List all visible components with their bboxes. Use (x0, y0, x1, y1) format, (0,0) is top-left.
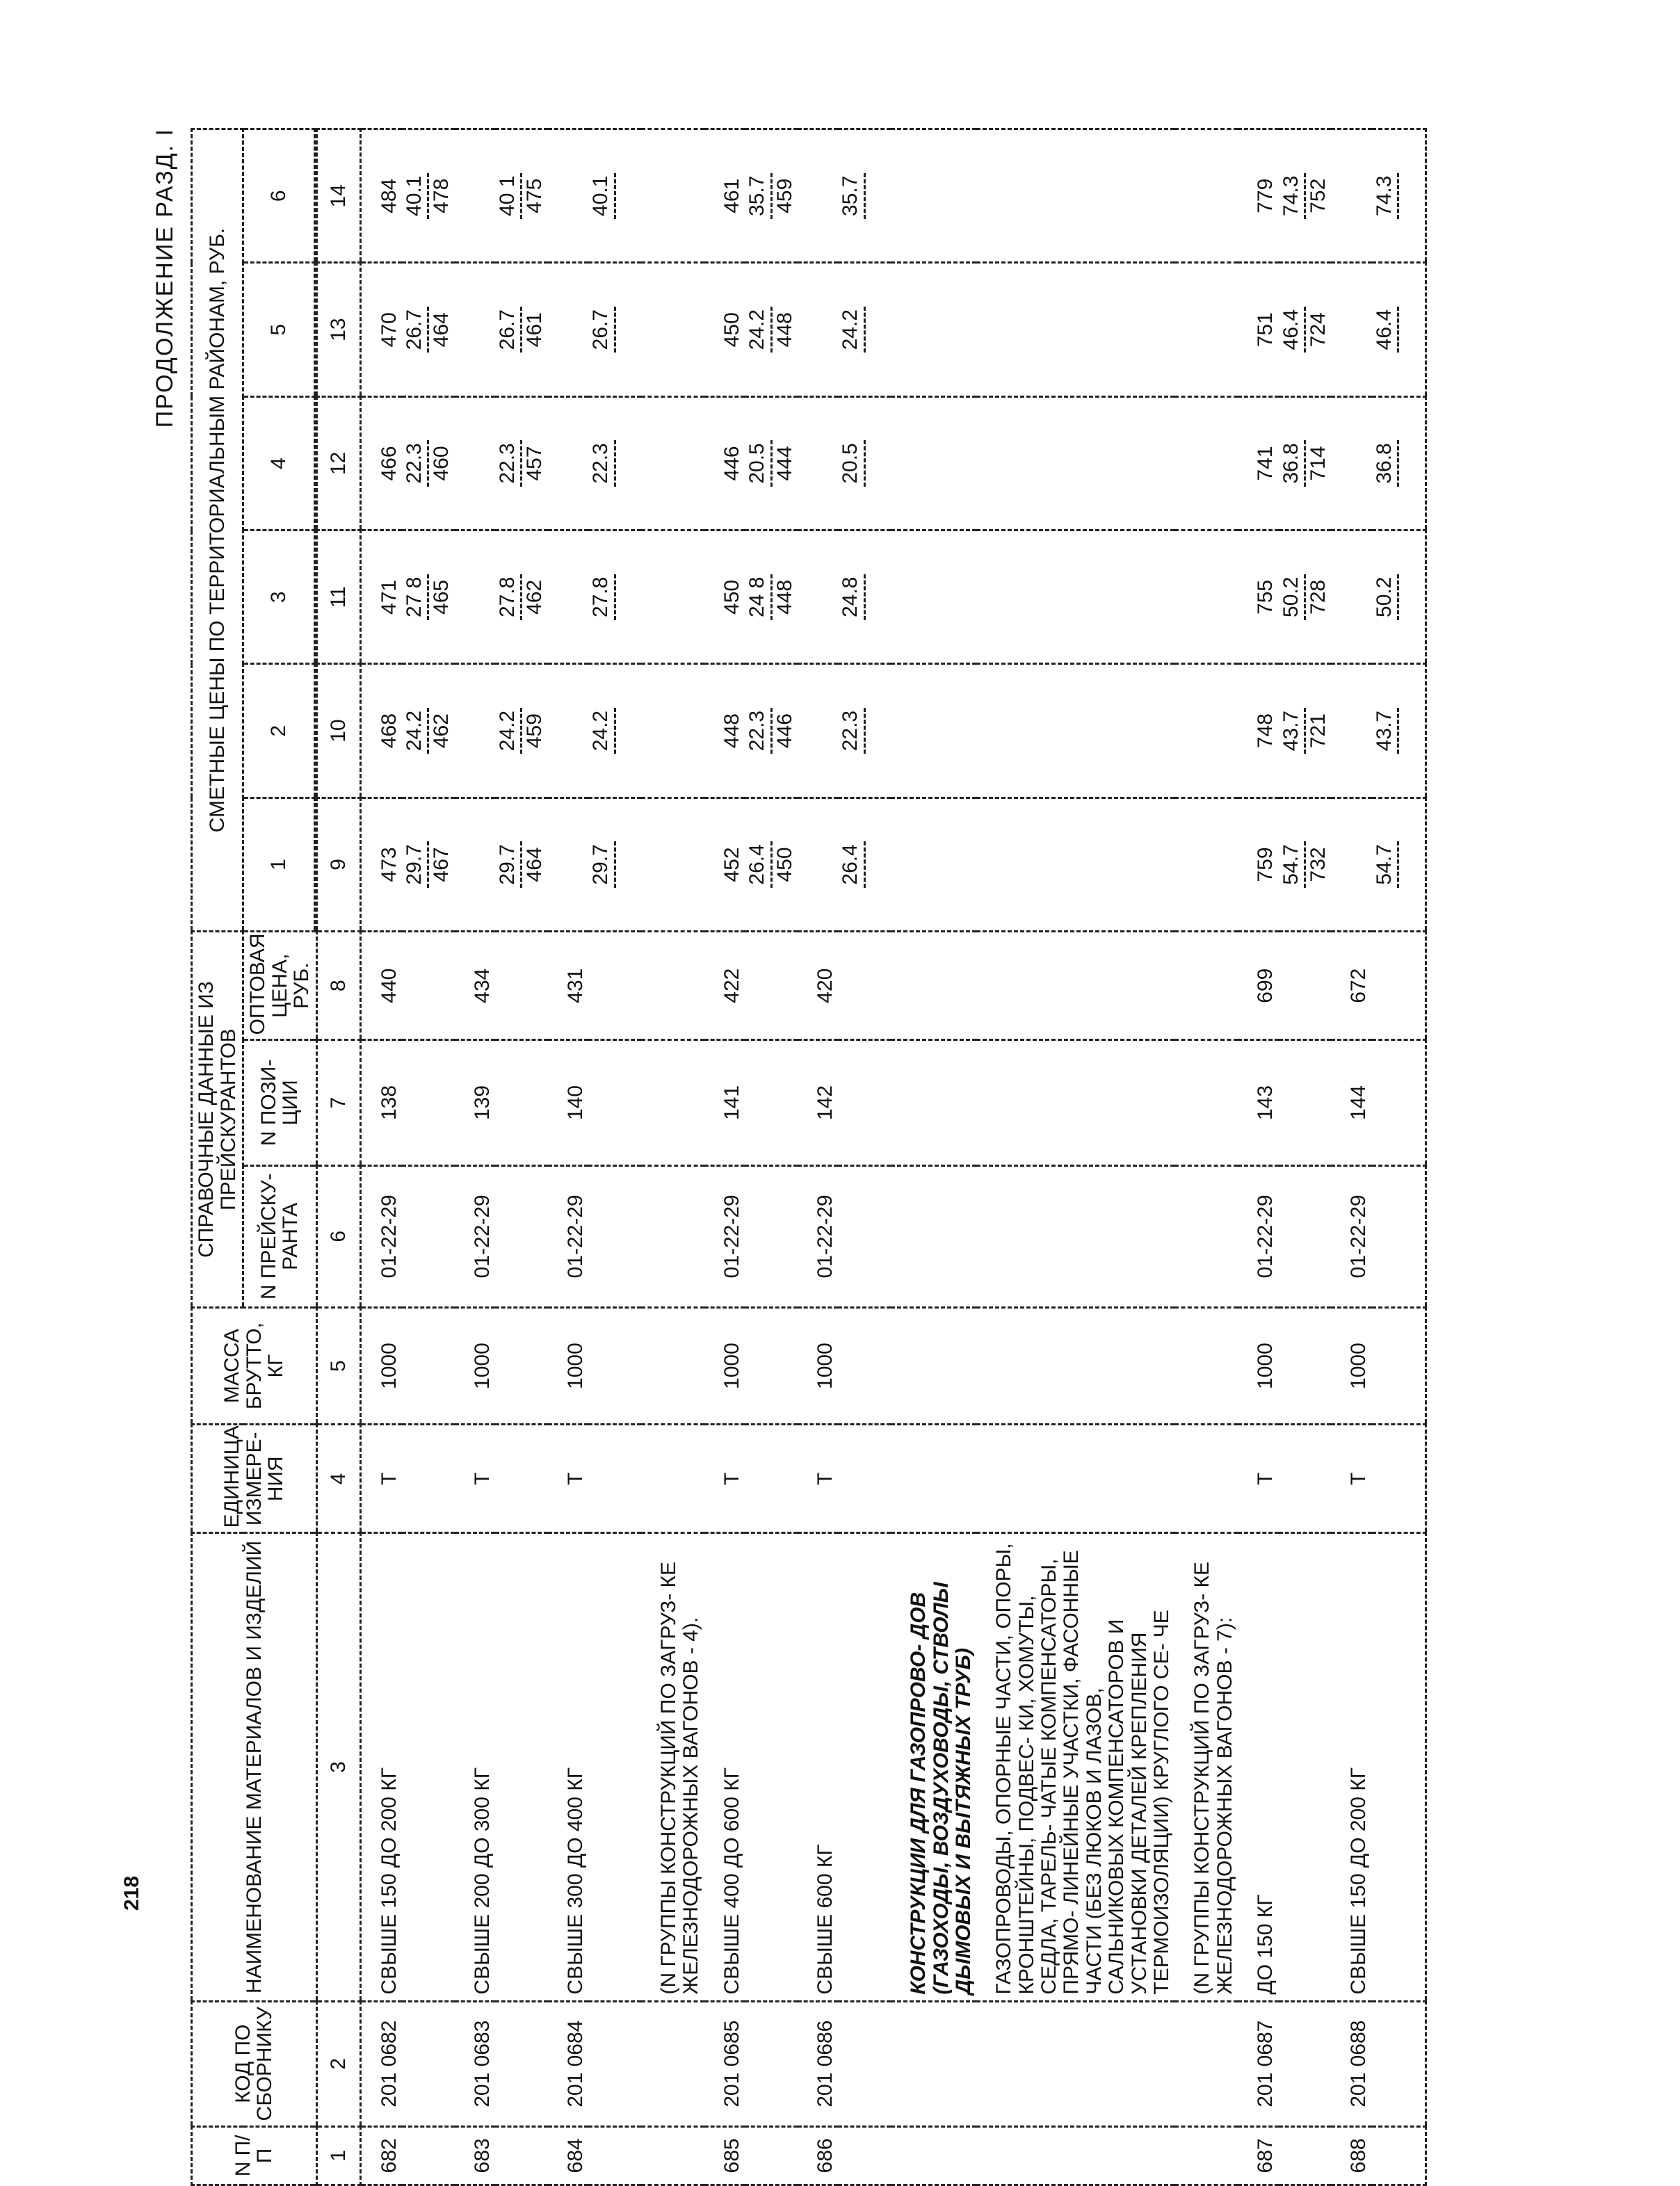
cell-price: 759 (1238, 798, 1278, 931)
page-number: 218 (120, 1875, 143, 1911)
price-table-sheet (152, 128, 1459, 2186)
fraction-top: 29.7 (496, 841, 522, 887)
column-number: 4 (316, 1425, 360, 1533)
fraction-bottom: 446 (773, 713, 796, 749)
cell-naim: СВЫШЕ 150 ДО 200 КГ (360, 1533, 402, 2001)
fraction-top: 74.3 (1280, 173, 1306, 219)
fraction-bottom (616, 708, 640, 754)
group-note: ГАЗОПРОВОДЫ, ОПОРНЫЕ ЧАСТИ, ОПОРЫ, КРОНШТЕЙНЫ, ПОДВЕС- КИ, ХОМУТЫ, СЕДЛА, ТАРЕЛЬ- ЧАТЫЕ КОМПЕНСАТОРЫ, ПРЯМО- ЛИНЕЙНЫЕ УЧАСТКИ, ФАСОННЫЕ ЧАСТИ (БЕЗ ЛЮКОВ И ЛАЗОВ, САЛЬНИКОВЫХ КОМПЕНСАТОРОВ И УСТАНОВКИ ДЕТАЛЕЙ КРЕПЛЕНИЯ ТЕРМОИЗОЛЯЦИИ) КРУГЛОГО СЕ- ЧЕ (976, 1533, 1174, 2001)
cell-n: 684 (548, 2126, 588, 2185)
cell-preisk: 01-22-29 (548, 1165, 588, 1307)
cell-massa: 1000 (360, 1307, 402, 1424)
price-fraction (1280, 307, 1330, 353)
price-fraction (403, 173, 453, 219)
fraction-top: 35.7 (839, 173, 865, 219)
fraction-top: 22.3 (746, 708, 772, 754)
fraction-top: 24.8 (839, 574, 865, 620)
header-rayon: 2 (243, 664, 315, 798)
price-fraction (1373, 708, 1423, 754)
column-number: 13 (316, 263, 360, 396)
table-header (192, 129, 361, 2185)
price-fraction-row (838, 129, 891, 2185)
cell-n: 685 (704, 2126, 745, 2185)
group-note: (N ГРУППЫ КОНСТРУКЦИЙ ПО ЗАГРУЗ- КЕ ЖЕЛЕЗНОДОРОЖНЫХ ВАГОНОВ - 7): (1174, 1533, 1238, 2001)
price-fraction (746, 173, 796, 219)
fraction-bottom (866, 440, 889, 486)
column-number: 9 (316, 798, 360, 931)
cell-ed: Т (1331, 1425, 1371, 1533)
price-fraction-row (1372, 129, 1425, 2185)
price-fraction (1280, 440, 1330, 486)
cell-ed: Т (360, 1425, 402, 1533)
cell-ed: Т (548, 1425, 588, 1533)
price-fraction (496, 173, 547, 219)
group-note: (N ГРУППЫ КОНСТРУКЦИЙ ПО ЗАГРУЗ- КЕ ЖЕЛЕЗНОДОРОЖНЫХ ВАГОНОВ - 4). (641, 1533, 704, 2001)
cell-massa: 1000 (1331, 1307, 1371, 1424)
fraction-bottom: 462 (430, 713, 453, 749)
fraction-top: 36.8 (1373, 440, 1399, 486)
header-preisk: N ПРЕЙСКУ- РАНТА (243, 1165, 317, 1307)
cell-poz: 141 (704, 1040, 745, 1165)
column-number: 14 (316, 129, 360, 264)
fraction-top: 35.7 (746, 173, 772, 219)
fraction-bottom: 478 (430, 178, 453, 213)
price-fraction (1280, 574, 1330, 620)
fraction-top: 22.3 (590, 440, 615, 486)
fraction-bottom (866, 708, 889, 754)
cell-naim: СВЫШЕ 300 ДО 400 КГ (548, 1533, 588, 2001)
fraction-top: 24.2 (746, 307, 772, 353)
fraction-top: 26.4 (839, 841, 865, 887)
cell-opt: 422 (704, 932, 745, 1040)
column-number: 12 (316, 396, 360, 530)
header-optovaya: ОПТОВАЯ ЦЕНА, РУБ. (243, 932, 317, 1040)
column-number: 8 (316, 932, 360, 1040)
price-fraction (496, 841, 547, 887)
cell-opt: 420 (798, 932, 838, 1040)
cell-preisk: 01-22-29 (798, 1165, 838, 1307)
column-number: 1 (316, 2126, 360, 2185)
fraction-bottom (1399, 574, 1423, 620)
price-fraction (746, 574, 796, 620)
cell-naim: ДО 150 КГ (1238, 1533, 1278, 2001)
fraction-top: 43.7 (1373, 708, 1399, 754)
fraction-top: 24.2 (839, 307, 865, 353)
fraction-bottom: 461 (523, 312, 547, 348)
fraction-bottom (616, 440, 640, 486)
price-fraction (839, 574, 889, 620)
cell-massa: 1000 (704, 1307, 745, 1424)
price-fraction (590, 841, 640, 887)
column-number: 6 (316, 1165, 360, 1307)
cell-naim: СВЫШЕ 400 ДО 600 КГ (704, 1533, 745, 2001)
cell-kod: 201 0685 (704, 2001, 745, 2126)
fraction-bottom (866, 307, 889, 353)
cell-price: 452 (704, 798, 745, 931)
price-fraction (839, 440, 889, 486)
cell-poz: 138 (360, 1040, 402, 1165)
cell-poz: 139 (455, 1040, 495, 1165)
cell-price: 755 (1238, 531, 1278, 664)
fraction-top: 46.4 (1280, 307, 1306, 353)
header-rayon: 6 (243, 129, 315, 264)
fraction-top: 46.4 (1373, 307, 1399, 353)
fraction-bottom: 465 (430, 579, 453, 615)
price-fraction (496, 708, 547, 754)
table-row (548, 129, 588, 2185)
header-naim: НАИМЕНОВАНИЕ МАТЕРИАЛОВ И ИЗДЕЛИЙ (192, 1533, 317, 2001)
cell-n: 686 (798, 2126, 838, 2185)
fraction-bottom (616, 841, 640, 887)
table-row (704, 129, 745, 2185)
fraction-bottom: 724 (1307, 312, 1330, 348)
fraction-bottom: 475 (523, 178, 547, 213)
fraction-bottom: 444 (773, 446, 796, 481)
price-fraction (746, 307, 796, 353)
price-fraction (403, 841, 453, 887)
cell-n: 688 (1331, 2126, 1371, 2185)
cell-massa: 1000 (798, 1307, 838, 1424)
cell-price: 461 (704, 129, 745, 264)
price-fraction (1373, 173, 1423, 219)
header-rayon: 1 (243, 798, 315, 931)
price-fraction (1280, 708, 1330, 754)
price-fraction (590, 173, 640, 219)
cell-n: 682 (360, 2126, 402, 2185)
cell-price: 450 (704, 531, 745, 664)
price-fraction (839, 841, 889, 887)
price-fraction (1373, 574, 1423, 620)
fraction-top: 29.7 (403, 841, 429, 887)
fraction-top: 54.7 (1373, 841, 1399, 887)
fraction-bottom (616, 173, 640, 219)
price-fraction (590, 708, 640, 754)
fraction-top: 24.2 (403, 708, 429, 754)
column-number: 5 (316, 1307, 360, 1424)
cell-kod: 201 0688 (1331, 2001, 1371, 2126)
cell-preisk: 01-22-29 (704, 1165, 745, 1307)
price-fraction (1373, 841, 1423, 887)
fraction-bottom (866, 173, 889, 219)
price-fraction (403, 708, 453, 754)
price-fraction (1373, 440, 1423, 486)
price-fraction-row (402, 129, 455, 2185)
price-fraction (1280, 841, 1330, 887)
fraction-bottom: 460 (430, 446, 453, 481)
fraction-bottom: 464 (523, 847, 547, 882)
section-title: КОНСТРУКЦИИ ДЛЯ ГАЗОПРОВО- ДОВ (ГАЗОХОДЫ, ВОЗДУХОВОДЫ, СТВОЛЫ ДЫМОВЫХ И ВЫТЯЖНЫХ ТРУБ) (891, 1533, 976, 2001)
cell-price: 470 (360, 263, 402, 396)
fraction-top: 43.7 (1280, 708, 1306, 754)
fraction-bottom (616, 574, 640, 620)
fraction-top: 50.2 (1280, 574, 1306, 620)
price-fraction (403, 574, 453, 620)
fraction-bottom (866, 841, 889, 887)
column-number: 11 (316, 531, 360, 664)
fraction-bottom: 732 (1307, 847, 1330, 882)
fraction-top: 27.8 (496, 574, 522, 620)
price-fraction-row (745, 129, 798, 2185)
column-number: 2 (316, 2001, 360, 2126)
price-fraction (590, 307, 640, 353)
note-row (1174, 129, 1238, 2185)
fraction-bottom (1399, 173, 1423, 219)
fraction-top: 20.5 (839, 440, 865, 486)
cell-massa: 1000 (548, 1307, 588, 1424)
fraction-bottom: 728 (1307, 579, 1330, 615)
fraction-bottom: 467 (430, 847, 453, 882)
price-fraction (746, 440, 796, 486)
header-n-pp: N П/П (192, 2126, 317, 2185)
header-rayon: 3 (243, 531, 315, 664)
header-smetnye: СМЕТНЫЕ ЦЕНЫ ПО ТЕРРИТОРИАЛЬНЫМ РАЙОНАМ, РУБ. (192, 129, 243, 932)
header-massa: МАССА БРУТТО, КГ (192, 1307, 317, 1424)
fraction-top: 26.4 (746, 841, 772, 887)
table-row (1238, 129, 1278, 2185)
fraction-top: 22.3 (496, 440, 522, 486)
fraction-bottom: 464 (430, 312, 453, 348)
cell-price: 748 (1238, 664, 1278, 798)
price-fraction (496, 574, 547, 620)
section-row (891, 129, 976, 2185)
fraction-top: 54.7 (1280, 841, 1306, 887)
cell-massa: 1000 (1238, 1307, 1278, 1424)
header-ed: ЕДИНИЦА ИЗМЕРЕ- НИЯ (192, 1425, 317, 1533)
table-row (455, 129, 495, 2185)
fraction-bottom: 721 (1307, 713, 1330, 749)
cell-massa: 1000 (455, 1307, 495, 1424)
fraction-top: 20.5 (746, 440, 772, 486)
fraction-bottom: 752 (1307, 178, 1330, 213)
column-number: 3 (316, 1533, 360, 2001)
price-fraction (839, 708, 889, 754)
price-fraction (746, 841, 796, 887)
cell-preisk: 01-22-29 (455, 1165, 495, 1307)
cell-ed: Т (455, 1425, 495, 1533)
fraction-bottom: 448 (773, 579, 796, 615)
header-rayon: 5 (243, 263, 315, 396)
cell-n: 683 (455, 2126, 495, 2185)
note-row (641, 129, 704, 2185)
cell-price: 779 (1238, 129, 1278, 264)
fraction-top: 24 8 (746, 574, 772, 620)
fraction-bottom: 448 (773, 312, 796, 348)
cell-price: 466 (360, 396, 402, 530)
fraction-top: 22.3 (403, 440, 429, 486)
note-row (976, 129, 1174, 2185)
table-row (1331, 129, 1371, 2185)
fraction-bottom: 459 (773, 178, 796, 213)
fraction-top: 24.2 (496, 708, 522, 754)
cell-preisk: 01-22-29 (1238, 1165, 1278, 1307)
price-fraction (1373, 307, 1423, 353)
cell-poz: 140 (548, 1040, 588, 1165)
cell-naim: СВЫШЕ 600 КГ (798, 1533, 838, 2001)
fraction-top: 40.1 (403, 173, 429, 219)
cell-price: 473 (360, 798, 402, 931)
cell-kod: 201 0682 (360, 2001, 402, 2126)
cell-n: 687 (1238, 2126, 1278, 2185)
price-fraction-row (495, 129, 548, 2185)
cell-ed: Т (704, 1425, 745, 1533)
price-fraction (403, 440, 453, 486)
fraction-top: 29.7 (590, 841, 615, 887)
cell-price: 468 (360, 664, 402, 798)
fraction-bottom (616, 307, 640, 353)
cell-price: 484 (360, 129, 402, 264)
cell-naim: СВЫШЕ 200 ДО 300 КГ (455, 1533, 495, 2001)
fraction-bottom (1399, 307, 1423, 353)
fraction-bottom: 714 (1307, 446, 1330, 481)
price-fraction (496, 440, 547, 486)
fraction-top: 26.7 (403, 307, 429, 353)
column-number-row (316, 129, 360, 2185)
table-row (360, 129, 402, 2185)
fraction-bottom: 459 (523, 713, 547, 749)
cell-kod: 201 0686 (798, 2001, 838, 2126)
cell-ed: Т (1238, 1425, 1278, 1533)
header-rayon: 4 (243, 396, 315, 530)
fraction-top: 74.3 (1373, 173, 1399, 219)
fraction-bottom (1399, 708, 1423, 754)
cell-price: 446 (704, 396, 745, 530)
cell-preisk: 01-22-29 (360, 1165, 402, 1307)
fraction-top: 50.2 (1373, 574, 1399, 620)
fraction-top: 40.1 (590, 173, 615, 219)
cell-poz: 143 (1238, 1040, 1278, 1165)
fraction-top: 40 1 (496, 173, 522, 219)
cell-poz: 144 (1331, 1040, 1371, 1165)
cell-price: 741 (1238, 396, 1278, 530)
cell-opt: 699 (1238, 932, 1278, 1040)
fraction-top: 26.7 (590, 307, 615, 353)
cell-price: 448 (704, 664, 745, 798)
price-fraction (590, 574, 640, 620)
cell-naim: СВЫШЕ 150 ДО 200 КГ (1331, 1533, 1371, 2001)
cell-kod: 201 0684 (548, 2001, 588, 2126)
price-fraction (403, 307, 453, 353)
header-pozicii: N ПОЗИ- ЦИИ (243, 1040, 317, 1165)
cell-opt: 440 (360, 932, 402, 1040)
cell-preisk: 01-22-29 (1331, 1165, 1371, 1307)
fraction-bottom: 457 (523, 446, 547, 481)
fraction-bottom (1399, 440, 1423, 486)
price-fraction-row (588, 129, 641, 2185)
price-fraction (496, 307, 547, 353)
fraction-bottom (1399, 841, 1423, 887)
price-fraction (746, 708, 796, 754)
header-kod: КОД ПО СБОРНИКУ (192, 2001, 317, 2126)
cell-kod: 201 0687 (1238, 2001, 1278, 2126)
cell-price: 450 (704, 263, 745, 396)
fraction-top: 27.8 (590, 574, 615, 620)
price-fraction-row (1279, 129, 1332, 2185)
cell-price: 471 (360, 531, 402, 664)
fraction-top: 27 8 (403, 574, 429, 620)
column-number: 7 (316, 1040, 360, 1165)
fraction-top: 36.8 (1280, 440, 1306, 486)
cell-ed: Т (798, 1425, 838, 1533)
cell-opt: 672 (1331, 932, 1371, 1040)
cell-opt: 434 (455, 932, 495, 1040)
fraction-top: 22.3 (839, 708, 865, 754)
table-row (798, 129, 838, 2185)
price-fraction (839, 307, 889, 353)
price-table (191, 128, 1427, 2186)
cell-opt: 431 (548, 932, 588, 1040)
fraction-bottom (866, 574, 889, 620)
running-head: ПРОДОЛЖЕНИЕ РАЗД. I (152, 128, 178, 428)
cell-price: 751 (1238, 263, 1278, 396)
column-number: 10 (316, 664, 360, 798)
fraction-bottom: 462 (523, 579, 547, 615)
fraction-top: 24.2 (590, 708, 615, 754)
fraction-bottom: 450 (773, 847, 796, 882)
table-body (360, 129, 1425, 2185)
header-sprav: СПРАВОЧНЫЕ ДАННЫЕ ИЗ ПРЕЙСКУРАНТОВ (192, 932, 243, 1308)
price-fraction (839, 173, 889, 219)
price-fraction (590, 440, 640, 486)
cell-poz: 142 (798, 1040, 838, 1165)
price-fraction (1280, 173, 1330, 219)
cell-kod: 201 0683 (455, 2001, 495, 2126)
fraction-top: 26.7 (496, 307, 522, 353)
